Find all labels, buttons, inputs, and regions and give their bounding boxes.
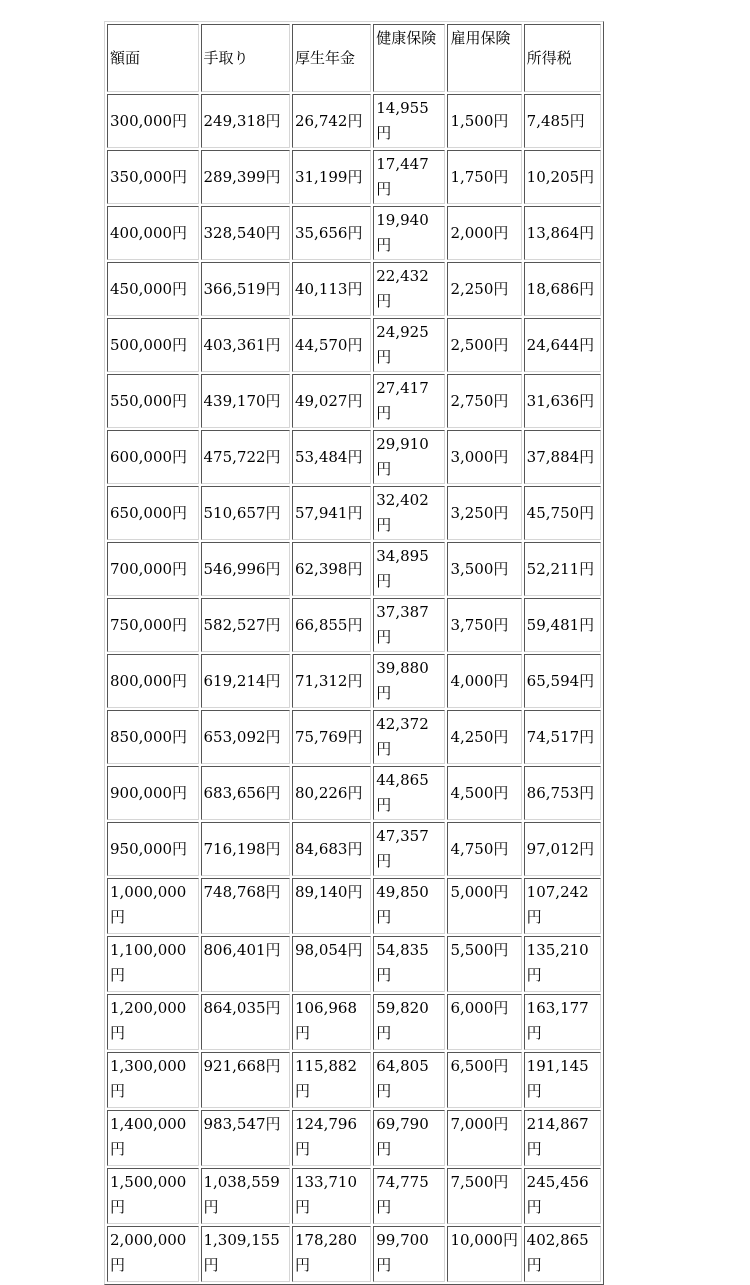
- cell-takehome: 366,519円: [201, 262, 290, 316]
- cell-employment-insurance: 7,000円: [447, 1110, 521, 1166]
- cell-takehome: 1,309,155円: [201, 1226, 290, 1282]
- cell-employment-insurance: 3,000円: [447, 430, 521, 484]
- cell-pension: 80,226円: [292, 766, 371, 820]
- cell-income-tax: 86,753円: [524, 766, 601, 820]
- cell-income-tax: 18,686円: [524, 262, 601, 316]
- cell-takehome: 653,092円: [201, 710, 290, 764]
- table-row: [107, 318, 601, 372]
- cell-pension: 133,710円: [292, 1168, 371, 1224]
- cell-gross: 300,000円: [107, 94, 199, 148]
- cell-health-insurance: 37,387円: [373, 598, 445, 652]
- cell-gross: 800,000円: [107, 654, 199, 708]
- cell-health-insurance: 44,865円: [373, 766, 445, 820]
- table-row: [107, 1226, 601, 1282]
- cell-income-tax: 59,481円: [524, 598, 601, 652]
- cell-takehome: 864,035円: [201, 994, 290, 1050]
- cell-health-insurance: 29,910円: [373, 430, 445, 484]
- cell-gross: 1,200,000円: [107, 994, 199, 1050]
- cell-health-insurance: 49,850円: [373, 878, 445, 934]
- cell-pension: 178,280円: [292, 1226, 371, 1282]
- cell-employment-insurance: 3,750円: [447, 598, 521, 652]
- cell-employment-insurance: 2,000円: [447, 206, 521, 260]
- cell-employment-insurance: 5,000円: [447, 878, 521, 934]
- table-row: [107, 822, 601, 876]
- table-row: [107, 486, 601, 540]
- cell-pension: 40,113円: [292, 262, 371, 316]
- cell-gross: 850,000円: [107, 710, 199, 764]
- cell-health-insurance: 34,895円: [373, 542, 445, 596]
- cell-health-insurance: 54,835円: [373, 936, 445, 992]
- cell-health-insurance: 19,940円: [373, 206, 445, 260]
- cell-employment-insurance: 2,750円: [447, 374, 521, 428]
- cell-gross: 1,000,000円: [107, 878, 199, 934]
- table-row: [107, 94, 601, 148]
- table-row: [107, 878, 601, 934]
- cell-takehome: 403,361円: [201, 318, 290, 372]
- cell-takehome: 806,401円: [201, 936, 290, 992]
- cell-gross: 1,400,000円: [107, 1110, 199, 1166]
- cell-health-insurance: 99,700円: [373, 1226, 445, 1282]
- cell-income-tax: 13,864円: [524, 206, 601, 260]
- cell-income-tax: 74,517円: [524, 710, 601, 764]
- table-row: [107, 206, 601, 260]
- header-pension: 厚生年金: [292, 24, 371, 92]
- cell-pension: 75,769円: [292, 710, 371, 764]
- cell-pension: 115,882円: [292, 1052, 371, 1108]
- cell-income-tax: 107,242円: [524, 878, 601, 934]
- cell-pension: 44,570円: [292, 318, 371, 372]
- cell-health-insurance: 39,880円: [373, 654, 445, 708]
- cell-income-tax: 214,867円: [524, 1110, 601, 1166]
- cell-takehome: 748,768円: [201, 878, 290, 934]
- cell-pension: 57,941円: [292, 486, 371, 540]
- cell-takehome: 619,214円: [201, 654, 290, 708]
- cell-employment-insurance: 4,500円: [447, 766, 521, 820]
- cell-takehome: 328,540円: [201, 206, 290, 260]
- cell-takehome: 546,996円: [201, 542, 290, 596]
- cell-employment-insurance: 1,500円: [447, 94, 521, 148]
- cell-income-tax: 52,211円: [524, 542, 601, 596]
- table-row: [107, 994, 601, 1050]
- table-row: [107, 1052, 601, 1108]
- cell-health-insurance: 32,402円: [373, 486, 445, 540]
- header-row: [107, 24, 601, 92]
- cell-gross: 700,000円: [107, 542, 199, 596]
- cell-employment-insurance: 4,750円: [447, 822, 521, 876]
- cell-employment-insurance: 3,500円: [447, 542, 521, 596]
- cell-takehome: 983,547円: [201, 1110, 290, 1166]
- cell-income-tax: 402,865円: [524, 1226, 601, 1282]
- cell-takehome: 249,318円: [201, 94, 290, 148]
- cell-employment-insurance: 4,000円: [447, 654, 521, 708]
- table-row: [107, 542, 601, 596]
- cell-health-insurance: 42,372円: [373, 710, 445, 764]
- header-employment-insurance: 雇用保険: [447, 24, 521, 92]
- cell-employment-insurance: 10,000円: [447, 1226, 521, 1282]
- cell-income-tax: 245,456円: [524, 1168, 601, 1224]
- cell-takehome: 475,722円: [201, 430, 290, 484]
- cell-employment-insurance: 2,250円: [447, 262, 521, 316]
- cell-employment-insurance: 4,250円: [447, 710, 521, 764]
- cell-gross: 450,000円: [107, 262, 199, 316]
- cell-employment-insurance: 5,500円: [447, 936, 521, 992]
- cell-pension: 89,140円: [292, 878, 371, 934]
- table-row: [107, 936, 601, 992]
- cell-pension: 31,199円: [292, 150, 371, 204]
- cell-pension: 71,312円: [292, 654, 371, 708]
- cell-income-tax: 163,177円: [524, 994, 601, 1050]
- cell-health-insurance: 64,805円: [373, 1052, 445, 1108]
- cell-income-tax: 24,644円: [524, 318, 601, 372]
- cell-income-tax: 37,884円: [524, 430, 601, 484]
- cell-gross: 950,000円: [107, 822, 199, 876]
- cell-health-insurance: 22,432円: [373, 262, 445, 316]
- table-row: [107, 262, 601, 316]
- salary-table: [104, 21, 604, 1285]
- cell-gross: 500,000円: [107, 318, 199, 372]
- cell-health-insurance: 27,417円: [373, 374, 445, 428]
- cell-takehome: 439,170円: [201, 374, 290, 428]
- cell-income-tax: 7,485円: [524, 94, 601, 148]
- table-body: [107, 94, 601, 1282]
- cell-takehome: 921,668円: [201, 1052, 290, 1108]
- cell-takehome: 582,527円: [201, 598, 290, 652]
- cell-employment-insurance: 6,500円: [447, 1052, 521, 1108]
- cell-health-insurance: 14,955円: [373, 94, 445, 148]
- cell-employment-insurance: 7,500円: [447, 1168, 521, 1224]
- cell-pension: 62,398円: [292, 542, 371, 596]
- cell-health-insurance: 59,820円: [373, 994, 445, 1050]
- table-row: [107, 1110, 601, 1166]
- cell-gross: 900,000円: [107, 766, 199, 820]
- cell-gross: 1,500,000円: [107, 1168, 199, 1224]
- table-row: [107, 654, 601, 708]
- cell-takehome: 716,198円: [201, 822, 290, 876]
- cell-income-tax: 31,636円: [524, 374, 601, 428]
- table-row: [107, 710, 601, 764]
- cell-employment-insurance: 3,250円: [447, 486, 521, 540]
- header-health-insurance: 健康保険: [373, 24, 445, 92]
- cell-gross: 2,000,000円: [107, 1226, 199, 1282]
- header-gross: 額面: [107, 24, 199, 92]
- cell-income-tax: 45,750円: [524, 486, 601, 540]
- cell-income-tax: 191,145円: [524, 1052, 601, 1108]
- cell-employment-insurance: 6,000円: [447, 994, 521, 1050]
- header-takehome: 手取り: [201, 24, 290, 92]
- table-row: [107, 374, 601, 428]
- cell-income-tax: 65,594円: [524, 654, 601, 708]
- table-row: [107, 150, 601, 204]
- cell-pension: 84,683円: [292, 822, 371, 876]
- cell-income-tax: 97,012円: [524, 822, 601, 876]
- table-row: [107, 766, 601, 820]
- header-income-tax: 所得税: [524, 24, 601, 92]
- cell-takehome: 1,038,559円: [201, 1168, 290, 1224]
- cell-health-insurance: 24,925円: [373, 318, 445, 372]
- cell-health-insurance: 17,447円: [373, 150, 445, 204]
- table-row: [107, 430, 601, 484]
- cell-pension: 53,484円: [292, 430, 371, 484]
- cell-takehome: 289,399円: [201, 150, 290, 204]
- cell-health-insurance: 69,790円: [373, 1110, 445, 1166]
- cell-gross: 750,000円: [107, 598, 199, 652]
- cell-pension: 106,968円: [292, 994, 371, 1050]
- cell-health-insurance: 74,775円: [373, 1168, 445, 1224]
- cell-gross: 400,000円: [107, 206, 199, 260]
- table-row: [107, 1168, 601, 1224]
- cell-takehome: 510,657円: [201, 486, 290, 540]
- cell-pension: 124,796円: [292, 1110, 371, 1166]
- cell-takehome: 683,656円: [201, 766, 290, 820]
- cell-income-tax: 135,210円: [524, 936, 601, 992]
- cell-pension: 98,054円: [292, 936, 371, 992]
- cell-employment-insurance: 2,500円: [447, 318, 521, 372]
- cell-gross: 600,000円: [107, 430, 199, 484]
- cell-gross: 1,100,000円: [107, 936, 199, 992]
- cell-employment-insurance: 1,750円: [447, 150, 521, 204]
- cell-gross: 550,000円: [107, 374, 199, 428]
- cell-gross: 650,000円: [107, 486, 199, 540]
- cell-pension: 66,855円: [292, 598, 371, 652]
- cell-pension: 49,027円: [292, 374, 371, 428]
- cell-health-insurance: 47,357円: [373, 822, 445, 876]
- table-row: [107, 598, 601, 652]
- cell-gross: 350,000円: [107, 150, 199, 204]
- cell-pension: 35,656円: [292, 206, 371, 260]
- cell-gross: 1,300,000円: [107, 1052, 199, 1108]
- cell-pension: 26,742円: [292, 94, 371, 148]
- cell-income-tax: 10,205円: [524, 150, 601, 204]
